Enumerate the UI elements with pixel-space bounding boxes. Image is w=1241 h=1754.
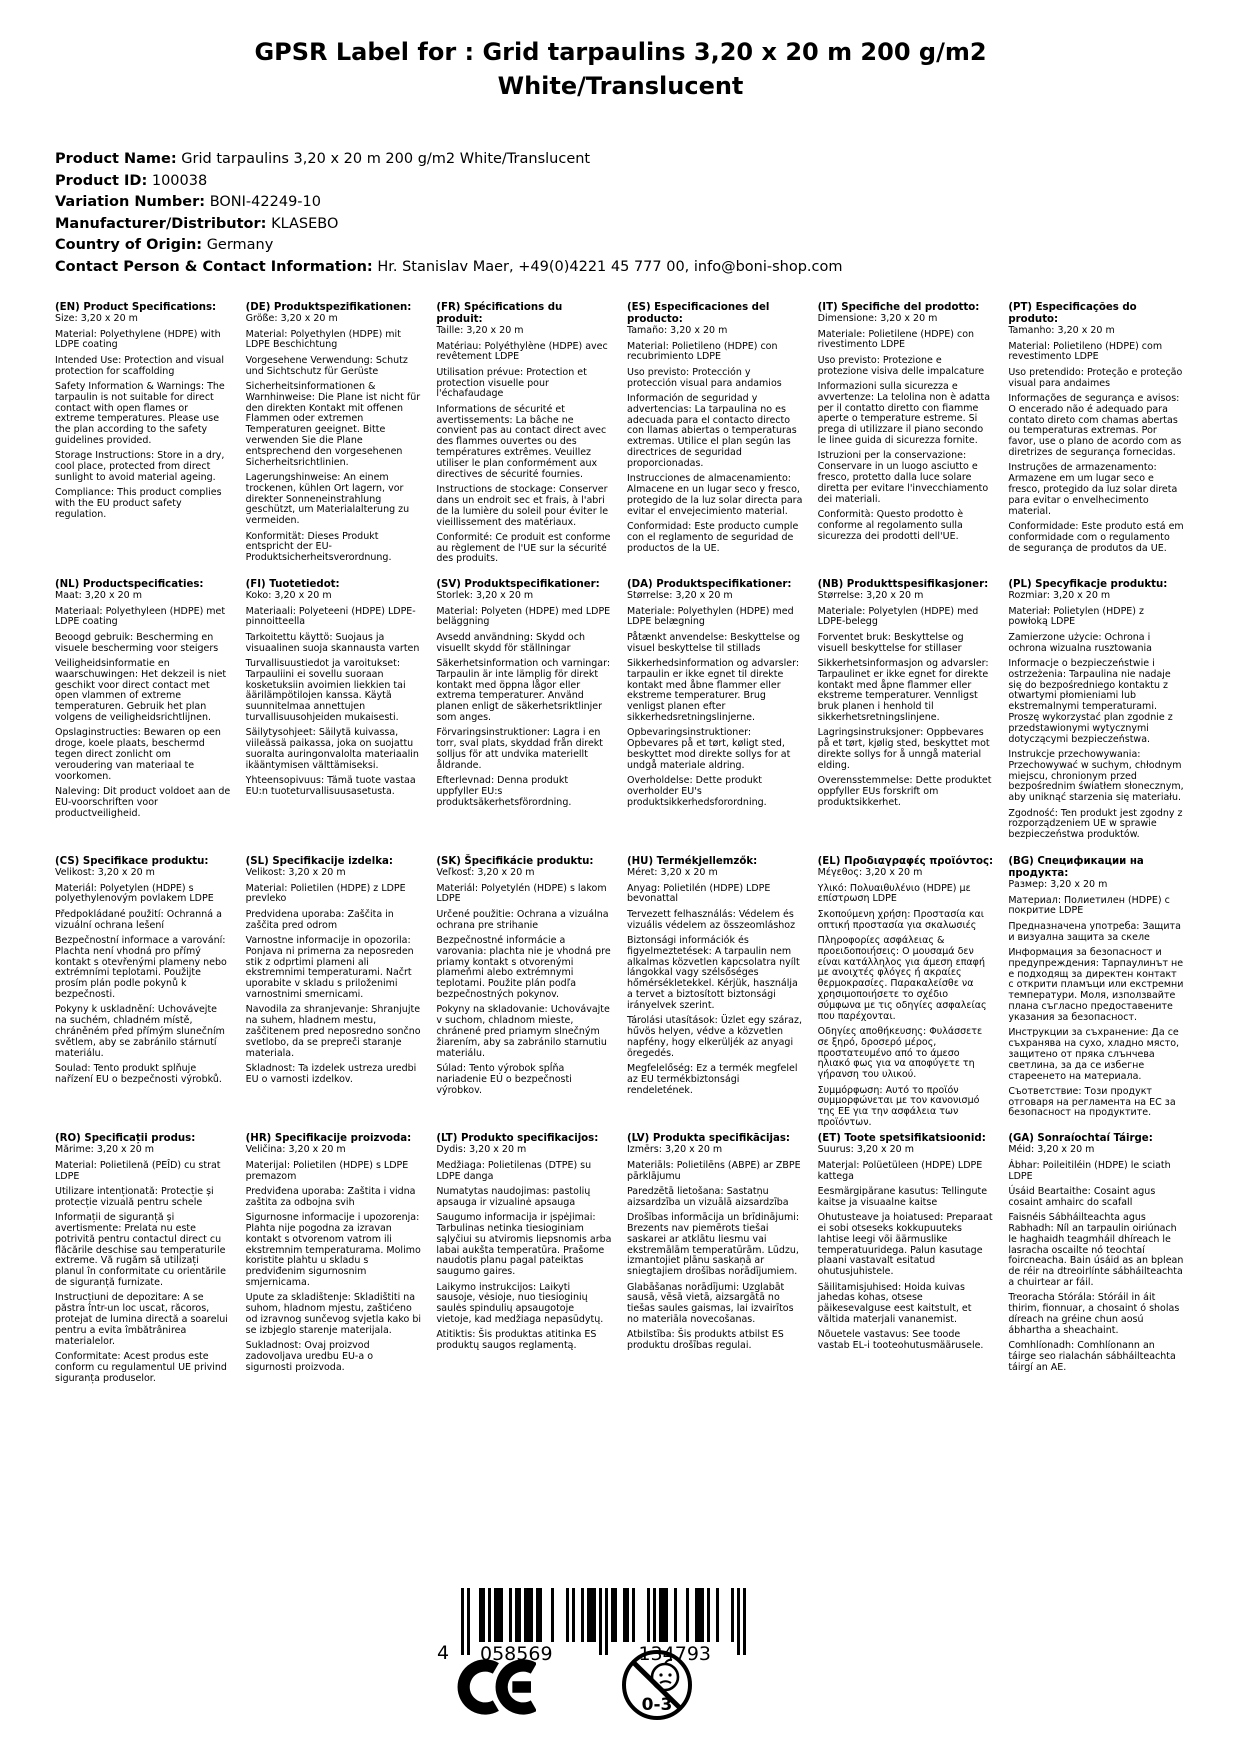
section-heading: (HR) Specifikacije proizvoda: — [245, 1133, 412, 1145]
section-paragraph: Conformidad: Este producto cumple con el reglamento de seguridad de productos de la UE. — [627, 521, 799, 554]
language-section-el — [818, 856, 996, 1133]
section-paragraph: Navodila za shranjevanje: Shranjujte na suhem, hladnem mestu, zaščitenem pred neposredno sončno svetlobo, da se prepreči staranje materiala. — [245, 1004, 421, 1059]
section-heading: (NB) Produkttspesifikasjoner: — [817, 579, 989, 591]
product-info-value: BONI-42249-10 — [209, 194, 321, 211]
section-paragraph: Materjal: Polüetüleen (HDPE) LDPE kattega — [817, 1159, 983, 1182]
section-paragraph: Informações de segurança e avisos: O encerado não é adequado para contato direto com chamas abertas ou temperaturas extremas. Por favor, use o plano de acordo com as diretrizes de segurança fornecidas. — [1008, 392, 1182, 459]
section-paragraph: Předpokládané použití: Ochranná a vizuální ochrana lešení — [55, 908, 222, 931]
barcode-first-digit: 4 — [437, 1642, 450, 1664]
language-section-nl — [55, 579, 233, 856]
section-paragraph: Storage Instructions: Store in a dry, cool place, protected from direct sunlight to avoid material ageing. — [55, 450, 225, 483]
language-section-en — [55, 302, 233, 579]
section-paragraph: Säkerhetsinformation och varningar: Tarpaulin är inte lämplig för direkt kontakt med öppna lågor eller extrema temperaturer. Använd planen enligt de säkerhetsriktlinjer som anges. — [436, 657, 611, 723]
section-paragraph: Conformité: Ce produit est conforme au règlement de l'UE sur la sécurité des produits. — [436, 531, 611, 565]
section-heading: (EN) Product Specifications: — [55, 302, 217, 314]
barcode-number-right: 134793 — [633, 1643, 716, 1665]
product-info-block — [55, 149, 1241, 278]
section-paragraph: Skladnost: Ta izdelek ustreza uredbi EU o varnosti izdelkov. — [245, 1062, 417, 1085]
section-paragraph: Material: Polyethylen (HDPE) mit LDPE Beschichtung — [245, 328, 401, 351]
barcode — [437, 1588, 746, 1665]
section-paragraph: Materiál: Polyetylén (HDPE) s lakom LDPE — [436, 882, 607, 905]
section-paragraph: Instruções de armazenamento: Armazene em um lugar seco e fresco, protegido da luz solar direta para evitar o envelhecimento material. — [1008, 462, 1178, 517]
section-paragraph: Instrucțiuni de depozitare: A se păstra într-un loc uscat, răcoros, protejat de lumina directă a soarelui pentru a evita îmbătrânirea materialelor. — [55, 1292, 228, 1347]
section-paragraph: Tervezett felhasználás: Védelem és vizuális védelem az összeomláshoz — [627, 908, 796, 931]
section-paragraph: Materiale: Polietilene (HDPE) con rivestimento LDPE — [817, 328, 975, 351]
section-heading: (ET) Toote spetsifikatsioonid: — [817, 1133, 986, 1145]
section-paragraph: Säilitamisjuhised: Hoida kuivas jahedas kohas, otsese päikesevalguse eest kaitstult, et vältida materjali vananemist. — [817, 1281, 972, 1326]
language-section-fi — [246, 579, 424, 856]
section-heading: (DA) Produktspecifikationer: — [627, 579, 792, 591]
section-paragraph: Súlad: Tento výrobok spĺňa nariadenie EÚ o bezpečnosti výrobkov. — [436, 1062, 572, 1096]
section-heading: (DE) Produktspezifikationen: — [245, 302, 412, 314]
section-paragraph: Påtænkt anvendelse: Beskyttelse og visuel beskyttelse til stillads — [627, 631, 800, 654]
language-section-sl — [246, 856, 424, 1133]
section-paragraph: Bezpečnostní informace a varování: Plachta není vhodná pro přímý kontakt s otevřenými plameny nebo extrémními teplotami. Použijte prosím plán podle pokynů k bezpečnosti. — [55, 934, 227, 1000]
section-paragraph: Storlek: 3,20 x 20 m — [436, 590, 534, 602]
section-heading: (PT) Especificações do produto: — [1008, 302, 1137, 326]
section-paragraph: Istruzioni per la conservazione: Conservare in un luogo asciutto e fresco, protetto dalla luce solare diretta per evitare l'invecchiamento dei materiali. — [817, 450, 989, 505]
section-paragraph: Ábhar: Poileitiléin (HDPE) le sciath LDPE — [1008, 1159, 1171, 1182]
section-heading: (HU) Termékjellemzők: — [627, 856, 758, 868]
section-paragraph: Υλικό: Πολυαιθυλένιο (HDPE) με επίστρωση LDPE — [817, 882, 971, 905]
product-info-label: Contact Person & Contact Information: — [55, 258, 373, 275]
section-paragraph: Forventet bruk: Beskyttelse og visuell beskyttelse for stillaser — [817, 631, 964, 654]
section-paragraph: Material: Polietileno (HDPE) com revestimento LDPE — [1008, 340, 1163, 363]
section-paragraph: Numatytas naudojimas: pastolių apsauga ir vizualinė apsauga — [436, 1185, 591, 1208]
section-paragraph: Určené použitie: Ochrana a vizuálna ochrana pre strihanie — [436, 908, 609, 931]
product-info-label: Product Name: — [55, 151, 177, 168]
page-title-line2: White/Translucent — [497, 71, 744, 100]
section-paragraph: Naleving: Dit product voldoet aan de EU-voorschriften voor productveiligheid. — [55, 785, 231, 819]
language-section-hr — [246, 1133, 424, 1410]
section-paragraph: Материал: Полиетилен (HDPE) с покритие LDPE — [1008, 894, 1170, 917]
language-section-da — [627, 579, 805, 856]
age-warning-text: 0-3 — [641, 1695, 673, 1715]
section-paragraph: Anyag: Polietilén (HDPE) LDPE bevonattal — [627, 882, 771, 905]
section-paragraph: Laikymo instrukcijos: Laikyti sausoje, vėsioje, nuo tiesioginių saulės spindulių apsaugotoje vietoje, kad medžiaga nepasūdytų. — [436, 1281, 604, 1326]
section-paragraph: Zamierzone użycie: Ochrona i ochrona wizualna rusztowania — [1008, 631, 1152, 654]
section-paragraph: Instrucciones de almacenamiento: Almacene en un lugar seco y fresco, protegido de la luz solar directa para evitar el envejecimiento material. — [627, 473, 803, 517]
section-paragraph: Material: Polietilenă (PEÎD) cu strat LDPE — [55, 1159, 221, 1182]
section-paragraph: Yhteensopivuus: Tämä tuote vastaa EU:n tuoteturvallisuusasetusta. — [245, 775, 416, 797]
section-heading: (SL) Specifikacije izdelka: — [245, 856, 393, 868]
barcode-number-left: 058569 — [475, 1643, 558, 1665]
section-paragraph: Saugumo informacija ir įspėjimai: Tarbulinas netinka tiesioginiam sąlyčiui su atviromis liepsnomis arba labai aukšta temperatūra. Prašome naudotis planu pagal pateiktas saugumo gaires. — [436, 1212, 612, 1278]
section-paragraph: Ohutusteave ja hoiatused: Preparaat ei sobi otseseks kokkupuuteks lahtise leegi või äärmuslike temperatuuridega. Palun kasutage plaani vastavalt esitatud ohutusjuhistele. — [817, 1212, 993, 1278]
product-info-label: Product ID: — [55, 172, 148, 189]
language-section-sv — [436, 579, 614, 856]
section-paragraph: Atitiktis: Šis produktas atitinka ES produktų saugos reglamentą. — [436, 1329, 597, 1352]
section-paragraph: Tárolási utasítások: Üzlet egy száraz, hűvös helyen, védve a közvetlen napfény, hogy elkerüljék az anyagi öregedés. — [627, 1015, 802, 1059]
section-paragraph: Μέγεθος: 3,20 x 20 m — [817, 867, 923, 879]
section-paragraph: Größe: 3,20 x 20 m — [245, 313, 338, 325]
section-paragraph: Conformità: Questo prodotto è conforme al regolamento sulla sicurezza dei prodotti dell'UE. — [817, 508, 964, 542]
age-warning-0-3-icon — [620, 1648, 694, 1722]
section-paragraph: Utilizare intenționată: Protecție și protecție vizuală pentru schele — [55, 1185, 214, 1208]
section-paragraph: Velikost: 3,20 x 20 m — [245, 867, 346, 879]
section-paragraph: Uso previsto: Protezione e protezione visiva delle impalcature — [817, 354, 985, 377]
section-paragraph: Tamanho: 3,20 x 20 m — [1008, 325, 1115, 337]
product-info-label: Variation Number: — [55, 194, 206, 211]
section-paragraph: Πληροφορίες ασφάλειας & προειδοποιήσεις: Ο μουσαμά δεν είναι κατάλληλος για άμεση επαφή με ανοιχτές φλόγες ή ακραίες θερμοκρασίες. Παρακαλείσθε να χρησιμοποιήσετε το σχέδιο σύμφωνα με τις οδηγίες ασφαλείας που παρέχονται. — [817, 934, 987, 1022]
section-heading: (BG) Спецификации на продукта: — [1008, 856, 1144, 880]
section-paragraph: Lagerungshinweise: An einem trockenen, kühlen Ort lagern, vor direkter Sonneneinstrahlung geschützt, um Materialalterung zu vermeiden. — [245, 471, 410, 527]
section-paragraph: Material: Polietileno (HDPE) con recubrimiento LDPE — [627, 340, 778, 363]
product-info-value: 100038 — [151, 172, 208, 189]
section-paragraph: Compliance: This product complies with the EU product safety regulation. — [55, 487, 222, 520]
ce-mark-icon — [450, 1656, 536, 1718]
section-paragraph: Opslaginstructies: Bewaren op een droge, koele plaats, beschermd tegen direct zonlicht om veroudering van materiaal te voorkomen. — [55, 727, 221, 782]
section-paragraph: Upute za skladištenje: Skladištiti na suhom, hladnom mjestu, zaštićeno od izravnog sunčevog svjetla kako bi se izbjeglo starenje materijala. — [245, 1292, 422, 1336]
section-paragraph: Overensstemmelse: Dette produktet oppfyller EUs forskrift om produktsikkerhet. — [817, 775, 992, 808]
section-heading: (SK) Špecifikácie produktu: — [436, 856, 594, 868]
language-section-ga — [1008, 1133, 1186, 1410]
section-heading: (RO) Specificații produs: — [55, 1133, 196, 1145]
page-title — [0, 0, 1241, 103]
section-paragraph: Conformidade: Este produto está em conformidade com o regulamento de segurança de produtos da UE. — [1008, 521, 1184, 554]
section-paragraph: Uso previsto: Protección y protección visual para andamios — [627, 366, 782, 389]
product-info-row — [55, 171, 1241, 193]
section-paragraph: Size: 3,20 x 20 m — [55, 313, 138, 325]
section-paragraph: Méid: 3,20 x 20 m — [1008, 1144, 1095, 1156]
language-section-lv — [627, 1133, 805, 1410]
section-paragraph: Tarkoitettu käyttö: Suojaus ja visuaalinen suoja skannausta varten — [245, 631, 420, 654]
section-paragraph: Instructions de stockage: Conserver dans un endroit sec et frais, à l'abri de la lumière du soleil pour éviter le vieillissement des matériaux. — [436, 484, 609, 528]
section-paragraph: Materijal: Polietilen (HDPE) s LDPE premazom — [245, 1159, 409, 1182]
section-heading: (SV) Produktspecifikationer: — [436, 579, 600, 591]
section-paragraph: Dimensione: 3,20 x 20 m — [817, 313, 938, 325]
section-paragraph: Eesmärgipärane kasutus: Tellingute kaitse ja visuaalne kaitse — [817, 1185, 988, 1208]
section-paragraph: Atbilstība: Šis produkts atbilst ES produktu drošības regulai. — [627, 1329, 784, 1352]
section-paragraph: Úsáid Beartaithe: Cosaint agus cosaint amhairc do scafall — [1008, 1185, 1156, 1208]
section-paragraph: Material: Polyeten (HDPE) med LDPE beläggning — [436, 605, 611, 628]
section-heading: (FR) Spécifications du produit: — [436, 302, 563, 326]
section-paragraph: Beoogd gebruik: Bescherming en visuele bescherming voor steigers — [55, 631, 219, 654]
product-info-value: KLASEBO — [271, 215, 339, 232]
section-paragraph: Overholdelse: Dette produkt overholder EU's produktsikkerhedsforordning. — [627, 775, 767, 808]
section-paragraph: Utilisation prévue: Protection et protection visuelle pour l'échafaudage — [436, 366, 587, 400]
section-paragraph: Bezpečnostné informácie a varovania: plachta nie je vhodná pre priamy kontakt s otvorenými plameňmi alebo extrémnymi teplotami. Použite plán podľa bezpečnostných pokynov. — [436, 934, 611, 1000]
section-paragraph: Lagringsinstruksjoner: Oppbevares på et tørt, kjølig sted, beskyttet mot direkte sollys for å unngå material elding. — [817, 727, 990, 771]
section-paragraph: Materiale: Polyethylen (HDPE) med LDPE belægning — [627, 605, 794, 628]
section-paragraph: Sukladnost: Ovaj proizvod zadovoljava uredbu EU-a o sigurnosti proizvoda. — [245, 1340, 374, 1373]
section-paragraph: Informazioni sulla sicurezza e avvertenze: La telolina non è adatta per il contatto diretto con fiamme aperte o temperature estreme. Si prega di utilizzare il piano secondo le linee guida di sicurezza fornite. — [817, 380, 991, 446]
section-heading: (ES) Especificaciones del producto: — [627, 302, 770, 326]
language-section-it — [818, 302, 996, 579]
section-paragraph: Varnostne informacije in opozorila: Ponjava ni primerna za neposreden stik z odprtimi plameni ali ekstremnimi temperaturami. Načrt uporabite v skladu s priloženimi varnostnimi smernicami. — [245, 934, 414, 1000]
page-title-line1: GPSR Label for : Grid tarpaulins 3,20 x 20 m 200 g/m2 — [254, 38, 987, 66]
product-info-value: Hr. Stanislav Maer, +49(0)4221 45 777 00, info@boni-shop.com — [377, 258, 843, 275]
section-paragraph: Materiaal: Polyethyleen (HDPE) met LDPE coating — [55, 605, 226, 628]
section-paragraph: Veiligheidsinformatie en waarschuwingen: Het dekzeil is niet geschikt voor direct contact met open vlammen of extreme temperaturen. Gebruik het plan volgens de veiligheidsrichtlijnen. — [55, 657, 227, 723]
section-paragraph: Turvallisuustiedot ja varoitukset: Tarpauliini ei sovellu suoraan kosketuksiin avoimien liekkien tai äärilämpötilojen kanssa. Käytä suunnitelmaa annettujen turvallisuusohjeiden mukaisesti. — [245, 657, 406, 723]
product-info-value: Grid tarpaulins 3,20 x 20 m 200 g/m2 White/Translucent — [181, 151, 591, 168]
section-paragraph: Predviđena uporaba: Zaštita i vidna zaštita za odbojna svih — [245, 1185, 416, 1208]
section-paragraph: Sikkerhetsinformasjon og advarsler: Tarpaulinet er ikke egnet for direkte kontakt med åpne flammer eller ekstreme temperaturer. Vennligst bruk planen i henhold til sikkerhetsretningslinjene. — [817, 657, 989, 723]
section-paragraph: Förvaringsinstruktioner: Lagra i en torr, sval plats, skyddad från direkt solljus för att undvika materiellt åldrande. — [436, 727, 604, 771]
product-info-label: Country of Origin: — [55, 237, 203, 254]
section-paragraph: Suurus: 3,20 x 20 m — [817, 1144, 915, 1156]
section-paragraph: Οδηγίες αποθήκευσης: Φυλάσσετε σε ξηρό, δροσερό μέρος, προστατευμένο από το άμεσο ηλιακό φως για να αποφύγετε τη γήρανση του υλικού. — [817, 1025, 983, 1081]
section-paragraph: Информация за безопасност и предупреждения: Тарпаулинът не е подходящ за директен контакт с открити пламъци или екстремни температури. Моля, използвайте плана съгласно предоставените указания за безопасност. — [1008, 946, 1184, 1023]
section-paragraph: Izmērs: 3,20 x 20 m — [627, 1144, 723, 1156]
section-paragraph: Veličina: 3,20 x 20 m — [245, 1144, 346, 1156]
section-paragraph: Información de seguridad y advertencias: La tarpaulina no es adecuada para el contacto directo con llamas abiertas o temperaturas extremas. Utilice el plan según las directrices de seguridad proporcionadas. — [627, 392, 797, 469]
section-paragraph: Zgodność: Ten produkt jest zgodny z rozporządzeniem UE w sprawie bezpieczeństwa produktów. — [1008, 807, 1183, 841]
section-paragraph: Material: Polyethylene (HDPE) with LDPE coating — [55, 328, 221, 351]
section-heading: (LT) Produkto specifikacijos: — [436, 1133, 599, 1145]
section-paragraph: Sicherheitsinformationen & Warnhinweise: Die Plane ist nicht für den direkten Kontakt mit offenen Flammen oder extremen Temperaturen geeignet. Bitte verwenden Sie die Plane entsprechend den vorgesehenen Sicherheitsrichtlinien. — [245, 380, 421, 468]
language-section-et — [818, 1133, 996, 1410]
section-paragraph: Material: Polietilen (HDPE) z LDPE prevleko — [245, 882, 406, 905]
section-paragraph: Materiál: Polyetylen (HDPE) s polyethylenovým povlakem LDPE — [55, 882, 214, 905]
section-paragraph: Sikkerhedsinformation og advarsler: tarpaulin er ikke egnet til direkte kontakt med åbne flammer eller ekstreme temperaturer. Brug venligst planen efter sikkerhedsretningslinjerne. — [627, 657, 800, 723]
section-paragraph: Predvidena uporaba: Zaščita in zaščita pred odrom — [245, 908, 394, 931]
section-paragraph: Drošības informācija un brīdinājumi: Brezents nav piemērots tiešai saskarei ar atklātu liesmu vai ekstremālām temperatūrām. Lūdzu, izmantojiet plānu saskaņā ar sniegtajiem drošības norādījumiem. — [627, 1212, 800, 1278]
language-section-fr — [436, 302, 614, 579]
language-section-bg — [1008, 856, 1186, 1133]
section-heading: (IT) Specifiche del prodotto: — [817, 302, 980, 314]
section-heading: (CS) Specifikace produktu: — [55, 856, 209, 868]
section-paragraph: Uso pretendido: Proteção e proteção visual para andaimes — [1008, 366, 1183, 389]
section-paragraph: Предназначена употреба: Защита и визуална защита за скеле — [1008, 920, 1181, 943]
section-paragraph: Informations de sécurité et avertissements: La bâche ne convient pas au contact direct avec des flammes ouvertes ou des températures extrêmes. Veuillez utiliser le plan conformément aux directives de sécurité fournies. — [436, 403, 607, 480]
section-paragraph: Размер: 3,20 x 20 m — [1008, 879, 1108, 891]
section-paragraph: Intended Use: Protection and visual protection for scaffolding — [55, 354, 224, 377]
section-paragraph: Efterlevnad: Denna produkt uppfyller EU:s produktsäkerhetsförordning. — [436, 775, 572, 808]
language-section-hu — [627, 856, 805, 1133]
section-paragraph: Conformitate: Acest produs este conform cu regulamentul UE privind siguranța produselor. — [55, 1351, 227, 1384]
section-paragraph: Méret: 3,20 x 20 m — [627, 867, 718, 879]
section-paragraph: Medžiaga: Polietilenas (DTPE) su LDPE danga — [436, 1159, 592, 1182]
section-paragraph: Koko: 3,20 x 20 m — [245, 590, 332, 602]
section-paragraph: Safety Information & Warnings: The tarpaulin is not suitable for direct contact with open flames or extreme temperatures. Please use the plan according to the safety guidelines provided. — [55, 380, 225, 446]
section-paragraph: Vorgesehene Verwendung: Schutz und Sichtschutz für Gerüste — [245, 354, 408, 377]
section-paragraph: Biztonsági információk és figyelmeztetések: A tarpaulin nem alkalmas közvetlen kapcsolatra nyílt lángokkal vagy szélsőséges hőmérsékletekkel. Kérjük, használja a tervet a biztosított biztonsági irányelvek szerint. — [627, 934, 800, 1011]
section-paragraph: Konformität: Dieses Produkt entspricht der EU-Produktsicherheitsverordnung. — [245, 530, 392, 564]
section-paragraph: Taille: 3,20 x 20 m — [436, 325, 524, 337]
section-paragraph: Informații de siguranță și avertismente: Prelata nu este potrivită pentru contactul direct cu flăcările deschise sau temperaturile extreme. Vă rugăm să utilizați planul în conformitate cu orientările de siguranță furnizate. — [55, 1212, 226, 1289]
language-section-de — [246, 302, 424, 579]
language-section-cs — [55, 856, 233, 1133]
section-paragraph: Tamaño: 3,20 x 20 m — [627, 325, 728, 337]
section-paragraph: Avsedd användning: Skydd och visuellt skydd för ställningar — [436, 631, 585, 654]
product-info-value: Germany — [206, 237, 274, 254]
section-paragraph: Съответствие: Този продукт отговаря на регламента на ЕС за безопасност на продуктите. — [1008, 1085, 1176, 1119]
language-sections-grid — [55, 302, 1186, 1410]
section-paragraph: Pokyny na skladovanie: Uchovávajte v suchom, chladnom mieste, chránené pred priamym slnečným žiarením, aby sa zabránilo starnutiu materiálu. — [436, 1004, 610, 1059]
section-heading: (NL) Productspecificaties: — [55, 579, 204, 591]
section-paragraph: Nõuetele vastavus: See toode vastab EL-i tooteohutusmäärusele. — [817, 1329, 984, 1352]
section-paragraph: Συμμόρφωση: Αυτό το προϊόν συμμορφώνεται με τον κανονισμό της ΕΕ για την ασφάλεια των προϊόντων. — [817, 1084, 980, 1129]
section-paragraph: Veľkosť: 3,20 x 20 m — [436, 867, 535, 879]
language-section-ro — [55, 1133, 233, 1410]
section-paragraph: Dydis: 3,20 x 20 m — [436, 1144, 527, 1156]
barcode-main — [461, 1588, 746, 1665]
section-heading: (PL) Specyfikacje produktu: — [1008, 579, 1168, 591]
language-section-pt — [1008, 302, 1186, 579]
product-info-row — [55, 235, 1241, 257]
product-info-row — [55, 192, 1241, 214]
product-info-row — [55, 257, 1241, 279]
section-paragraph: Størrelse: 3,20 x 20 m — [817, 590, 924, 602]
section-paragraph: Pokyny k uskladnění: Uchovávejte na suchém, chladném místě, chráněném před přímým slunečním světlem, aby se zabránilo stárnutí materiálu. — [55, 1004, 225, 1059]
language-section-pl — [1008, 579, 1186, 856]
section-paragraph: Paredzētā lietošana: Sastatņu aizsardzība un vizuālā aizsardzība — [627, 1185, 789, 1208]
section-paragraph: Instrukcje przechowywania: Przechowywać w suchym, chłodnym miejscu, chronionym przed bezpośrednim światłem słonecznym, aby uniknąć starzenia się materiału. — [1008, 748, 1184, 804]
section-paragraph: Størrelse: 3,20 x 20 m — [627, 590, 733, 602]
product-info-label: Manufacturer/Distributor: — [55, 215, 267, 232]
section-paragraph: Faisnéis Sábháilteachta agus Rabhadh: Níl an tarpaulin oiriúnach le haghaidh teagmháil dhíreach le lasracha oscailte nó teochtaí foircneacha. Bain úsáid as an bplean de réir na dtreoirlínte sábháilteachta a chuirtear ar fáil. — [1008, 1212, 1184, 1289]
section-paragraph: Maat: 3,20 x 20 m — [55, 590, 142, 602]
section-paragraph: Säilytysohjeet: Säilytä kuivassa, viileässä paikassa, joka on suojattu suoralta auringonvalolta materiaalin ikääntymisen välttämiseksi. — [245, 727, 419, 771]
section-paragraph: Treoracha Stórála: Stóráil in áit thirim, fionnuar, a chosaint ó sholas díreach na gréine chun aosú ábhartha a sheachaint. — [1008, 1292, 1180, 1336]
section-paragraph: Matériau: Polyéthylène (HDPE) avec revêtement LDPE — [436, 340, 608, 363]
section-paragraph: Mărime: 3,20 x 20 m — [55, 1144, 155, 1156]
section-heading: (LV) Produkta specifikācijas: — [627, 1133, 790, 1145]
section-paragraph: Comhlíonadh: Comhlíonann an táirge seo rialachán sábháilteachta táirgí an AE. — [1008, 1340, 1176, 1373]
product-info-row — [55, 214, 1241, 236]
section-paragraph: Opbevaringsinstruktioner: Opbevares på et tørt, køligt sted, beskyttet mod direkte sollys for at undgå materiale aldring. — [627, 727, 791, 771]
section-paragraph: Materiāls: Polietilēns (ABPE) ar ZBPE pārklājumu — [627, 1159, 801, 1182]
section-paragraph: Megfelelőség: Ez a termék megfelel az EU termékbiztonsági rendeletének. — [627, 1062, 798, 1096]
section-paragraph: Glabāšanas norādījumi: Uzglabāt sausā, vēsā vietā, aizsargātā no tiešas saules gaismas, lai izvairītos no materiāla novecošanas. — [627, 1281, 794, 1326]
section-paragraph: Materiale: Polyetylen (HDPE) med LDPE-belegg — [817, 605, 979, 628]
section-heading: (EL) Προδιαγραφές προϊόντος: — [817, 856, 994, 868]
language-section-sk — [436, 856, 614, 1133]
section-paragraph: Materiał: Polietylen (HDPE) z powłoką LDPE — [1008, 605, 1145, 628]
section-paragraph: Инструкции за съхранение: Да се съхранява на сухо, хладно място, защитено от пряка слънчева светлина, за да се избегне стареенето на материала. — [1008, 1027, 1180, 1082]
section-paragraph: Soulad: Tento produkt splňuje nařízení EU o bezpečnosti výrobků. — [55, 1062, 222, 1085]
section-paragraph: Materiaali: Polyeteeni (HDPE) LDPE-pinnoitteella — [245, 605, 416, 628]
section-paragraph: Informacje o bezpieczeństwie i ostrzeżenia: Tarpaulina nie nadaje się do bezpośredniego kontaktu z otwartymi płomieniami lub ekstremalnymi temperaturami. Proszę wykorzystać plan zgodnie z przedstawionymi wytycznymi dotyczącymi bezpieczeństwa. — [1008, 657, 1173, 745]
section-paragraph: Sigurnosne informacije i upozorenja: Plahta nije pogodna za izravan kontakt s otvorenom vatrom ili ekstremnim temperaturama. Molimo koristite plahtu u skladu s predviđenim sigurnosnim smjernicama. — [245, 1212, 421, 1289]
language-section-nb — [818, 579, 996, 856]
language-section-lt — [436, 1133, 614, 1410]
section-paragraph: Velikost: 3,20 x 20 m — [55, 867, 155, 879]
language-section-es — [627, 302, 805, 579]
section-heading: (GA) Sonraíochtaí Táirge: — [1008, 1133, 1153, 1145]
section-paragraph: Σκοπούμενη χρήση: Προστασία και οπτική προστασία για σκαλωσιές — [817, 908, 985, 931]
section-heading: (FI) Tuotetiedot: — [245, 579, 340, 591]
section-paragraph: Rozmiar: 3,20 x 20 m — [1008, 590, 1111, 602]
product-info-row — [55, 149, 1241, 171]
